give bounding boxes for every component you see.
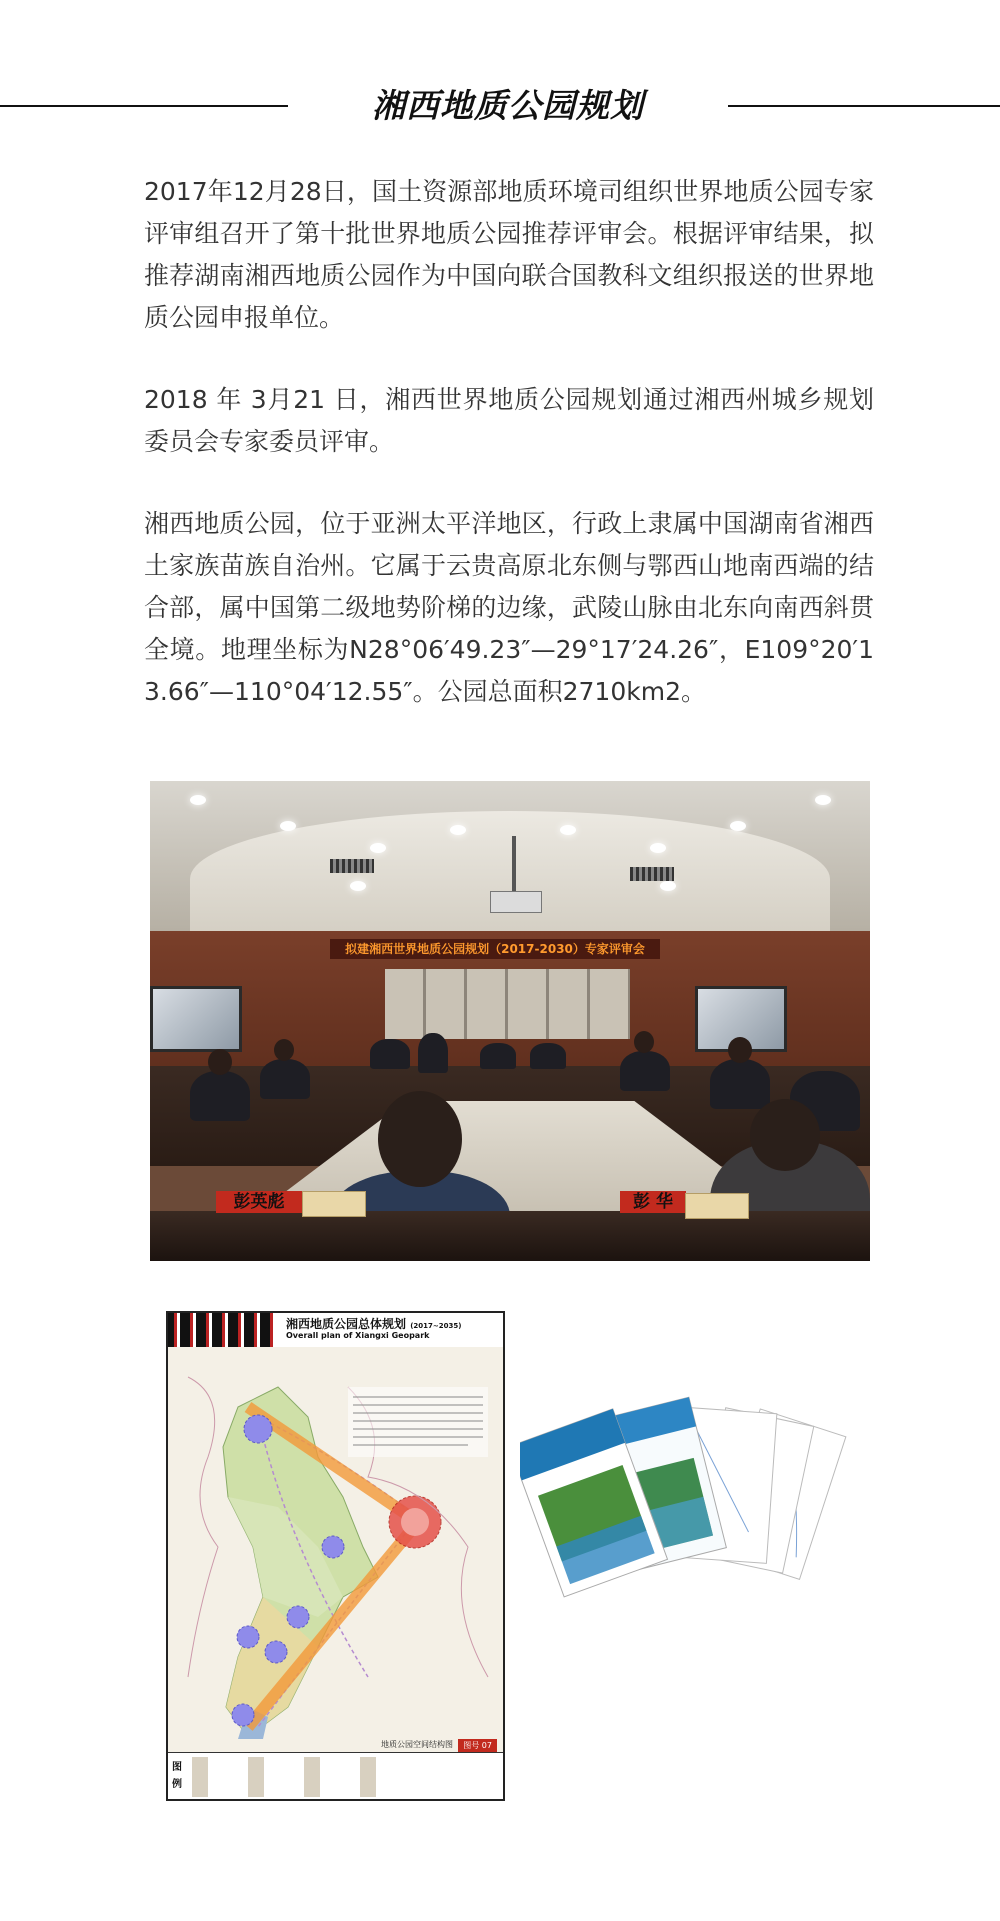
plan-title xyxy=(286,1315,461,1332)
brochure-photo xyxy=(520,1380,880,1630)
attendee xyxy=(260,1059,310,1099)
front-desk xyxy=(150,1211,870,1261)
ceiling-light xyxy=(350,881,366,891)
paragraph-plan-approval: 2018 年 3月21 日，湘西世界地质公园规划通过湘西州城乡规划委员会专家委员评审。 xyxy=(144,385,874,456)
attendee xyxy=(530,1043,566,1069)
legend-grid xyxy=(192,1757,412,1797)
title-divider-left xyxy=(0,105,288,107)
attendee-head xyxy=(208,1049,232,1075)
tissue-box xyxy=(302,1191,366,1217)
plan-subtitle: Overall plan of Xiangxi Geopark xyxy=(286,1331,430,1340)
title-divider-right xyxy=(728,105,1000,107)
ceiling-light xyxy=(450,825,466,835)
nameplate: 彭英彪 xyxy=(216,1191,302,1213)
section-header xyxy=(0,78,1000,134)
attendee xyxy=(620,1051,670,1091)
ceiling-light xyxy=(815,795,831,805)
ceiling-vent xyxy=(330,859,374,873)
plan-sheet-caption: 地质公园空间结构图 xyxy=(381,1740,453,1749)
nameplate: 彭 华 xyxy=(620,1191,686,1213)
plan-map-body xyxy=(168,1347,503,1752)
geopark-plan-map xyxy=(166,1311,505,1801)
plan-map-graphic xyxy=(168,1347,503,1752)
attendee-head xyxy=(274,1039,294,1061)
meeting-photo xyxy=(150,781,870,1261)
paragraph-geopark-location: 湘西地质公园，位于亚洲太平洋地区，行政上隶属中国湖南省湘西土家族苗族自治州。它属于云贵高原北东侧与鄂西山地南西端的结合部，属中国第二级地势阶梯的边缘，武陵山脉由北东向南西斜贯全境。地理坐标为N28°06′49.23″—29°17′24.26″，E109°20′13.66″—110°04′12.55″。公园总面积2710km2。 xyxy=(144,509,874,706)
legend-label: 图例 xyxy=(172,1762,182,1790)
ceiling-light xyxy=(190,795,206,805)
attendee-head xyxy=(728,1037,752,1063)
plan-period: (2017~2035) xyxy=(410,1322,462,1330)
tissue-box xyxy=(685,1193,749,1219)
attendee xyxy=(190,1071,250,1121)
ceiling-light xyxy=(660,881,676,891)
window-panel xyxy=(385,969,630,1039)
meeting-banner: 拟建湘西世界地质公园规划（2017-2030）专家评审会 xyxy=(330,939,660,959)
ceiling-light xyxy=(280,821,296,831)
attendee xyxy=(480,1043,516,1069)
plan-title-text: 湘西地质公园总体规划 xyxy=(286,1317,407,1331)
ceiling-light xyxy=(560,825,576,835)
attendee xyxy=(418,1033,448,1073)
ceiling-light xyxy=(650,843,666,853)
attendee xyxy=(710,1059,770,1109)
paragraph-review-meeting: 2017年12月28日，国土资源部地质环境司组织世界地质公园专家评审组召开了第十批世界地质公园推荐评审会。根据评审结果，拟推荐湖南湘西地质公园作为中国向联合国教科文组织报送的世界地质公园申报单位。 xyxy=(144,177,874,332)
foreground-attendee-head xyxy=(750,1099,820,1171)
plan-sheet-number: 图号 07 xyxy=(458,1739,497,1752)
plan-header-decoration xyxy=(168,1313,276,1347)
foreground-attendee-head xyxy=(378,1091,462,1187)
ceiling-light xyxy=(370,843,386,853)
projector-mount xyxy=(512,836,516,892)
ceiling-vent xyxy=(630,867,674,881)
display-screen-left xyxy=(150,986,242,1052)
attendee xyxy=(370,1039,410,1069)
projector xyxy=(490,891,542,913)
plan-legend xyxy=(168,1740,503,1800)
section-title: 湘西地质公园规划 xyxy=(372,86,644,125)
ceiling-light xyxy=(730,821,746,831)
brochure-graphic xyxy=(520,1380,880,1630)
plan-header xyxy=(168,1313,503,1348)
attendee-head xyxy=(634,1031,654,1053)
